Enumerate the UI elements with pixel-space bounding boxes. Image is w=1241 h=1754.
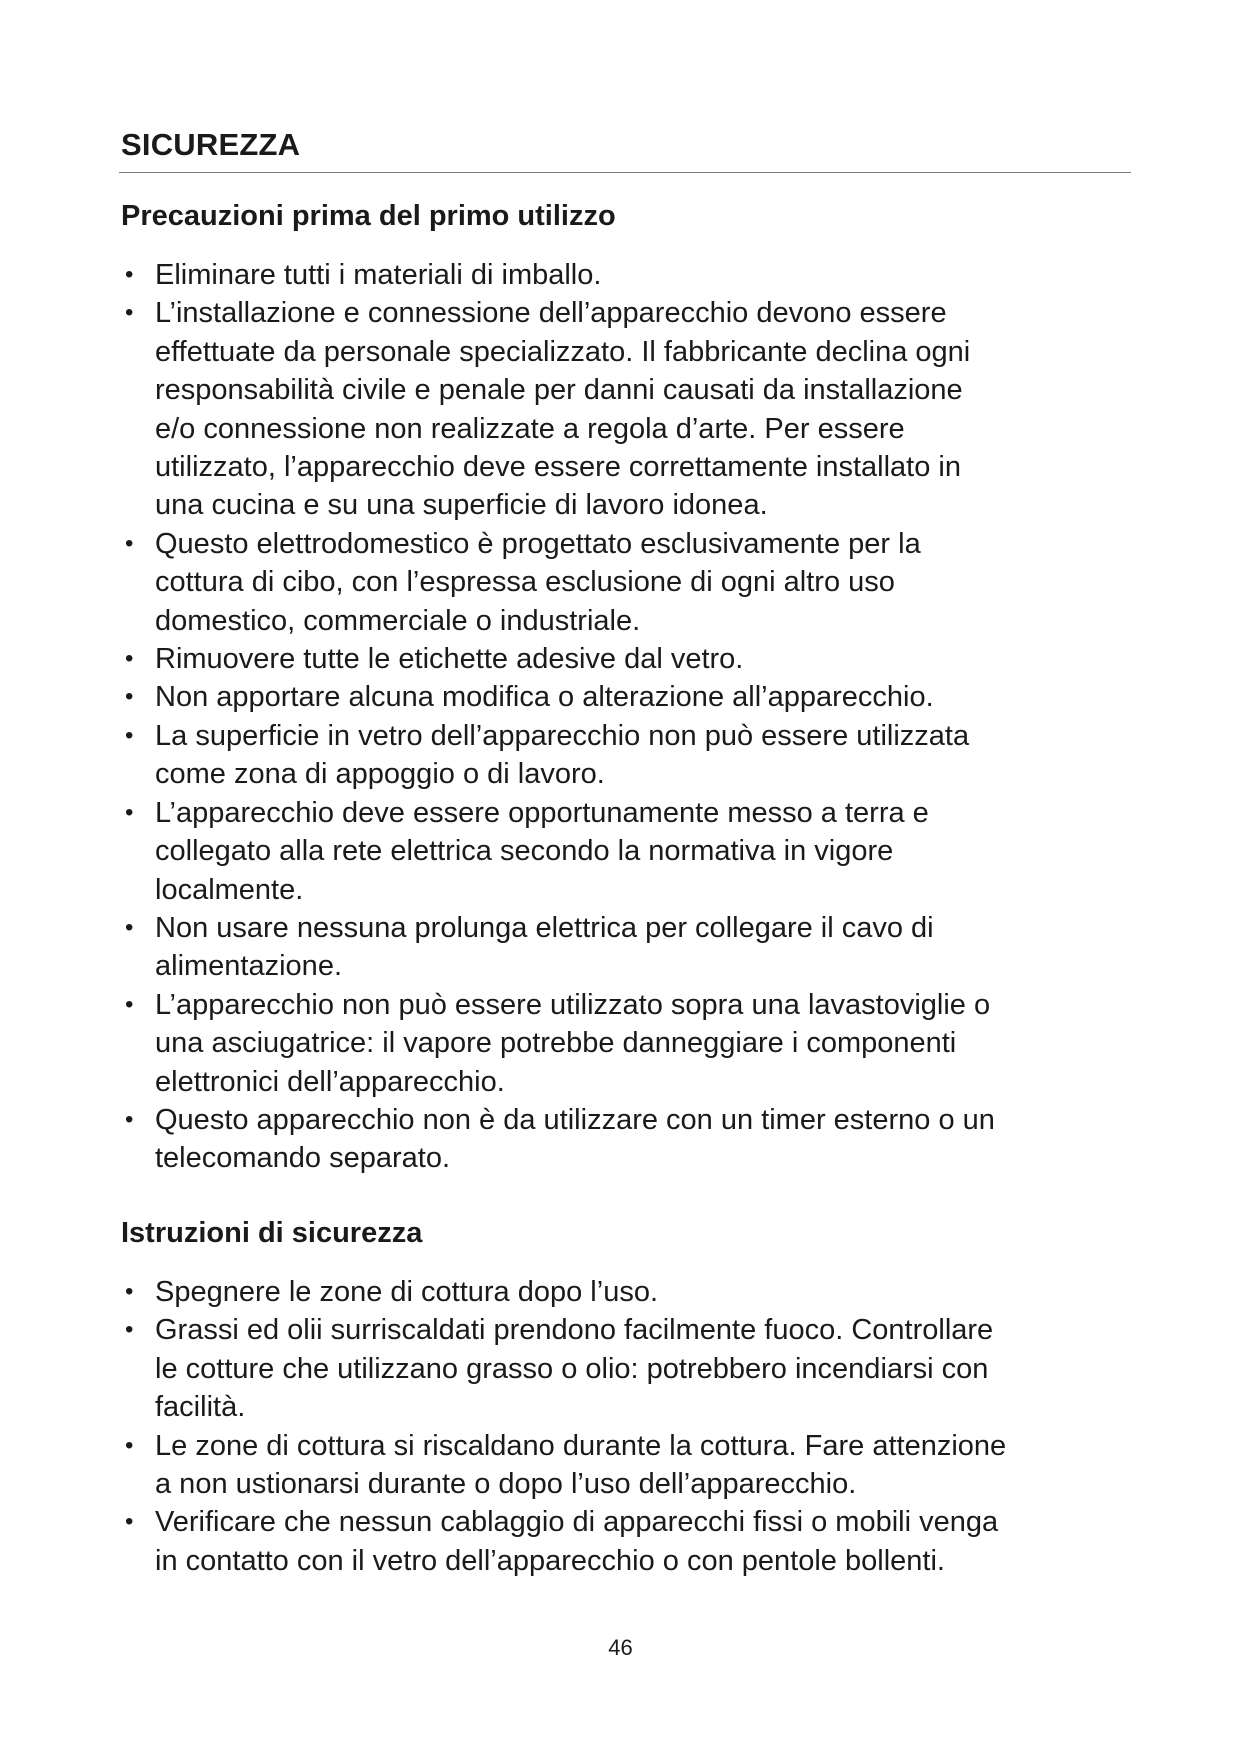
bullet-icon: •	[125, 1316, 134, 1344]
bullet-icon: •	[125, 645, 134, 673]
bullet-icon: •	[125, 1431, 134, 1459]
list-item	[121, 1311, 1131, 1426]
list-item	[121, 1273, 1131, 1311]
safety-list	[121, 1273, 1131, 1580]
list-item	[121, 256, 1131, 294]
list-item	[121, 294, 1131, 524]
list-item	[121, 717, 1131, 794]
bullet-icon: •	[125, 1278, 134, 1305]
list-item	[121, 525, 1131, 640]
list-item-text: Questo elettrodomestico è progettato esclusivamente per la cottura di cibo, con l’espressa esclusione di ogni altro uso domestico, commerciale o industriale.	[155, 527, 921, 637]
list-item	[121, 909, 1131, 986]
list-item	[121, 1101, 1131, 1178]
list-item-text: Rimuovere tutte le etichette adesive dal vetro.	[155, 643, 744, 676]
list-item	[121, 1427, 1131, 1504]
bullet-icon: •	[125, 1105, 134, 1133]
section-heading-safety: Istruzioni di sicurezza	[121, 1217, 423, 1249]
page-title: SICUREZZA	[121, 127, 301, 162]
list-item-text: Non apportare alcuna modifica o alterazione all’apparecchio.	[155, 681, 934, 714]
list-item	[121, 794, 1131, 909]
list-item-text: Le zone di cottura si riscaldano durante la cottura. Fare attenzione a non ustionarsi durante o dopo l’uso dell’apparecchio.	[155, 1429, 1007, 1501]
list-item-text: Grassi ed olii surriscaldati prendono facilmente fuoco. Controllare le cotture che utilizzano grasso o olio: potrebbero incendiarsi con facilità.	[155, 1314, 994, 1424]
list-item-text: Non usare nessuna prolunga elettrica per collegare il cavo di alimentazione.	[155, 911, 934, 983]
section-heading-precautions: Precauzioni prima del primo utilizzo	[121, 200, 616, 232]
list-item-text: Spegnere le zone di cottura dopo l’uso.	[155, 1276, 659, 1308]
list-item-text: Questo apparecchio non è da utilizzare con un timer esterno o un telecomando separato.	[155, 1103, 995, 1175]
list-item	[121, 986, 1131, 1101]
bullet-icon: •	[125, 683, 134, 711]
bullet-icon: •	[125, 529, 134, 557]
list-item	[121, 678, 1131, 716]
bullet-icon: •	[125, 299, 134, 327]
bullet-icon: •	[125, 990, 134, 1018]
list-item-text: Eliminare tutti i materiali di imballo.	[155, 259, 602, 291]
list-item-text: L’installazione e connessione dell’apparecchio devono essere effettuate da personale specializzato. Il fabbricante declina ogni responsabilità civile e penale per danni causati da installazione e/o connessione non realizzate a regola d’arte. Per essere utilizzato, l’apparecchio deve essere correttamente installato in una cucina e su una superficie di lavoro idonea.	[155, 297, 971, 522]
page-number: 46	[608, 1635, 633, 1660]
list-item-text: L’apparecchio non può essere utilizzato sopra una lavastoviglie o una asciugatrice: il vapore potrebbe danneggiare i componenti elettronici dell’apparecchio.	[155, 988, 991, 1098]
list-item	[121, 1503, 1131, 1580]
list-item-text: Verificare che nessun cablaggio di apparecchi fissi o mobili venga in contatto con il vetro dell’apparecchio o con pentole bollenti.	[155, 1506, 999, 1577]
list-item	[121, 640, 1131, 678]
bullet-icon: •	[125, 798, 134, 826]
bullet-icon: •	[125, 721, 134, 749]
precautions-list	[121, 256, 1131, 1178]
list-item-text: La superficie in vetro dell’apparecchio non può essere utilizzata come zona di appoggio o di lavoro.	[155, 719, 970, 791]
bullet-icon: •	[125, 1508, 134, 1536]
list-item-text: L’apparecchio deve essere opportunamente messo a terra e collegato alla rete elettrica secondo la normativa in vigore localmente.	[155, 796, 929, 906]
bullet-icon: •	[125, 913, 134, 941]
title-divider	[119, 172, 1131, 173]
bullet-icon: •	[125, 261, 134, 288]
